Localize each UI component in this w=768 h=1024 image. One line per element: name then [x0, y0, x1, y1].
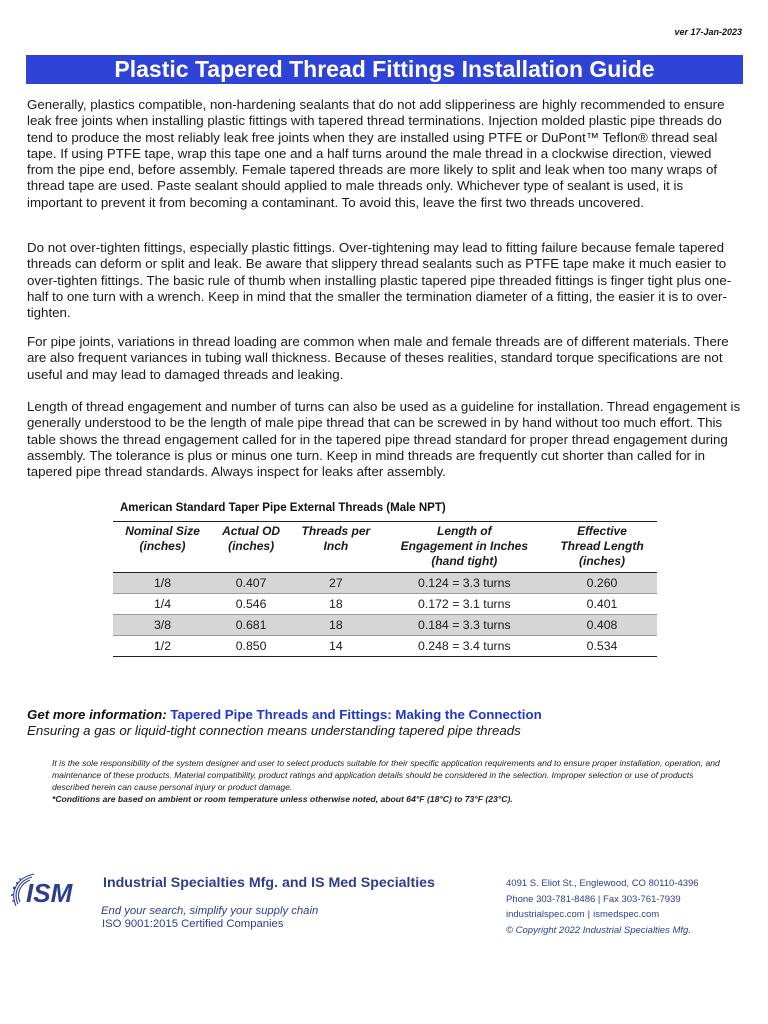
more-info-subtitle: Ensuring a gas or liquid-tight connection means understanding tapered pipe threads: [27, 723, 521, 738]
header-threads-per-inch: Threads per Inch: [290, 522, 382, 573]
page-title: Plastic Tapered Thread Fittings Installation Guide: [26, 55, 743, 84]
websites: [506, 907, 699, 923]
website-link-ismedspec[interactable]: ismedspec.com: [593, 909, 660, 921]
paragraph-over-tighten: Do not over-tighten fittings, especially plastic fittings. Over-tightening may lead to fitting failure because female tapered threads can deform or split and leak. Be aware that slippery thread sealants such as PTFE tape make it much easier to over-tighten fittings. The basic rule of thumb when installing plastic tapered pipe threaded fittings is finger tight plus one-half to one turn with a wrench. Keep in mind that the smaller the termination diameter of a fitting, the easier it is to over-tighten.: [27, 240, 732, 321]
tapered-pipe-threads-link[interactable]: Tapered Pipe Threads and Fittings: Making the Connection: [170, 707, 542, 722]
paragraph-sealants: Generally, plastics compatible, non-hardening sealants that do not add slipperiness are highly recommended to ensure leak free joints when installing plastic fittings with tapered thread terminations. Injection molded plastic pipe threads do tend to produce the most reliably leak free joints when they are installed using PTFE or DuPont™ Teflon® thread seal tape. If using PTFE tape, wrap this tape one and a half turns around the male thread in a clockwise direction, viewed from the pipe end, before assembly. Female tapered threads are more likely to split and leak when too many wraps of thread tape are used. Paste sealant should applied to male threads only. Whichever type of sealant is used, it is important to prevent it from becoming a contaminant. To avoid this, leave the first two threads uncovered.: [27, 97, 725, 210]
iso-certification: ISO 9001:2015 Certified Companies: [102, 918, 284, 930]
more-info-section: [27, 707, 542, 739]
table-row: [113, 594, 657, 615]
phone-fax: Phone 303-781-8486 | Fax 303-761-7939: [506, 893, 681, 905]
table-cell: 0.184 = 3.3 turns: [382, 615, 547, 636]
table-cell: 3/8: [113, 615, 212, 636]
table-cell: 0.850: [235, 639, 267, 653]
header-engagement-length: Length of Engagement in Inches (hand tight): [382, 522, 547, 573]
company-name: Industrial Specialties Mfg. and IS Med Specialties: [103, 875, 435, 891]
disclaimer: [52, 757, 720, 805]
table-cell: 14: [329, 639, 343, 653]
table-cell: 0.124 = 3.3 turns: [382, 573, 547, 594]
website-separator: |: [587, 909, 591, 921]
table-cell: 0.408: [547, 615, 657, 636]
company-tagline: End your search, simplify your supply chain: [101, 905, 319, 917]
website-link-industrialspec[interactable]: industrialspec.com: [506, 909, 585, 921]
version-label: ver 17-Jan-2023: [674, 27, 742, 37]
table-cell: 1/2: [153, 639, 172, 653]
contact-block: [506, 876, 699, 938]
table-row: [113, 636, 657, 657]
table-cell: 18: [290, 615, 382, 636]
header-actual-od: Actual OD (inches): [212, 522, 290, 573]
table-row: [113, 573, 657, 594]
table-cell: 1/8: [113, 573, 212, 594]
ism-logo-icon: [8, 868, 90, 918]
table-cell: 0.407: [212, 573, 290, 594]
npt-thread-table: [113, 521, 657, 657]
table-row: [113, 615, 657, 636]
table-cell: 0.401: [547, 594, 657, 615]
disclaimer-text: It is the sole responsibility of the system designer and user to select products suitable for their specific application requirements and to ensure proper installation, operation, and maintenance of these products. Material compatibility, product ratings and application details should be considered in the selection. Improper selection or use of products described herein can cause personal injury or product damage.: [52, 758, 720, 792]
copyright: © Copyright 2022 Industrial Specialties Mfg.: [506, 924, 691, 936]
table-cell: 0.534: [586, 639, 618, 653]
header-nominal-size: Nominal Size (inches): [113, 522, 212, 573]
more-info-lead: Get more information: [27, 707, 163, 722]
table-cell: 0.260: [547, 573, 657, 594]
table-cell: 0.248 = 3.4 turns: [418, 639, 511, 653]
table-cell: 1/4: [113, 594, 212, 615]
header-effective-thread-length: Effective Thread Length (inches): [547, 522, 657, 573]
table-cell: 18: [290, 594, 382, 615]
table-cell: 0.172 = 3.1 turns: [382, 594, 547, 615]
table-cell: 27: [290, 573, 382, 594]
paragraph-pipe-joints: For pipe joints, variations in thread loading are common when male and female threads are of different materials. There are also frequent variances in tubing wall thickness. Because of theses realities, standard torque specifications are not useful and may lead to damaged threads and leaking.: [27, 334, 729, 382]
table-caption: American Standard Taper Pipe External Threads (Male NPT): [120, 502, 446, 514]
more-info-colon: :: [162, 707, 171, 722]
conditions-note: *Conditions are based on ambient or room temperature unless otherwise noted, about 64°F (18°C) to 73°F (23°C).: [52, 794, 513, 804]
address: 4091 S. Eliot St., Englewood, CO 80110-4396: [506, 878, 699, 889]
svg-text:ISM: ISM: [26, 878, 73, 908]
table-header-row: [113, 522, 657, 573]
paragraph-thread-engagement: Length of thread engagement and number of turns can also be used as a guideline for installation. Thread engagement is generally understood to be the length of male pipe thread that can be screwed in by hand without too much effort. This table shows the thread engagement called for in the tapered pipe thread standard for proper thread engagement during assembly. The tolerance is plus or minus one turn. Keep in mind threads are frequently cut shorter than called for in tapered pipe thread standards. Always inspect for leaks after assembly.: [27, 399, 741, 480]
table-cell: 0.546: [212, 594, 290, 615]
table-cell: 0.681: [212, 615, 290, 636]
